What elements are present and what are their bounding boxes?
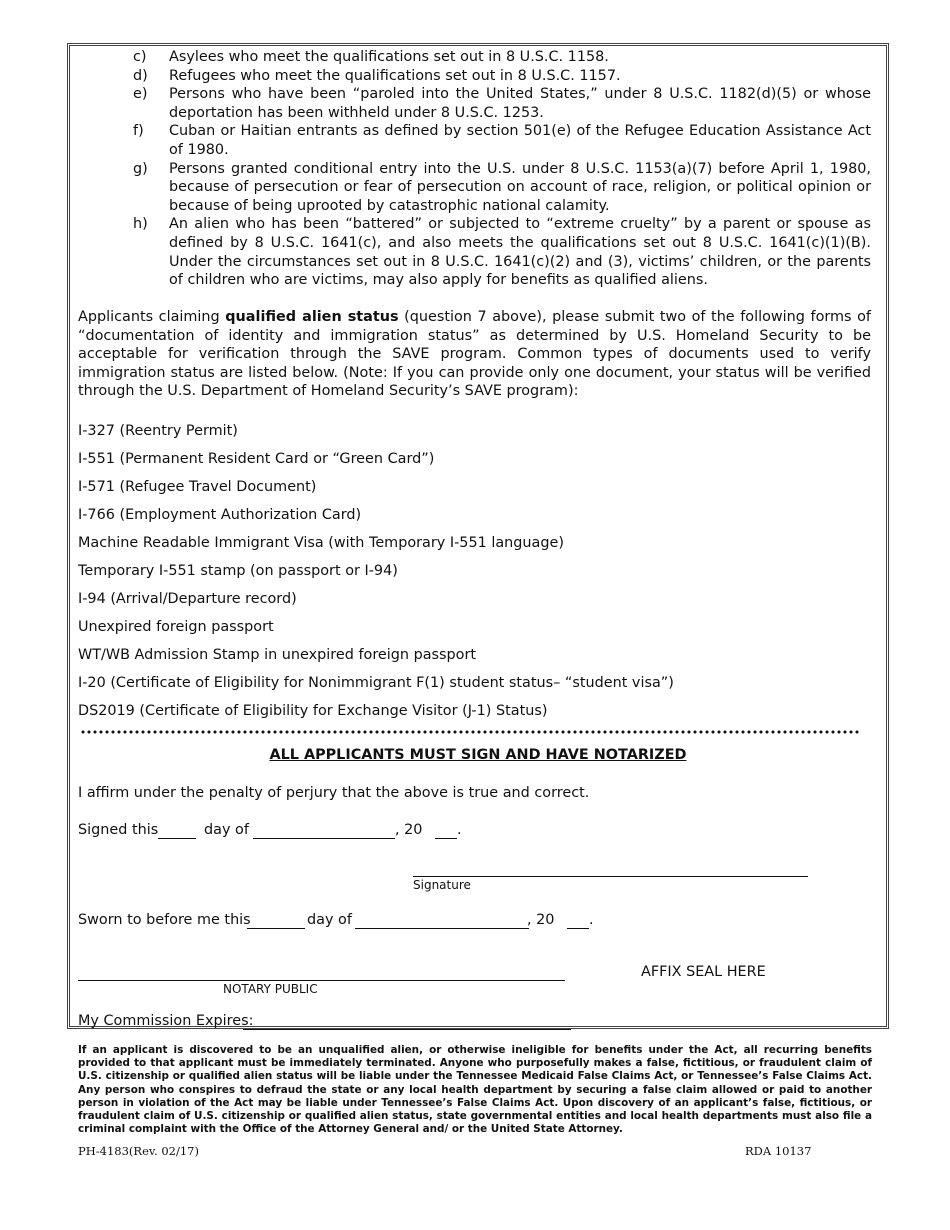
signed-period: . [457, 822, 462, 838]
list-item [133, 48, 871, 67]
list-item [133, 122, 871, 159]
sworn-period: . [589, 912, 594, 928]
notary-signature-field[interactable] [78, 980, 565, 981]
document-item: I-94 (Arrival/Departure record) [78, 591, 297, 607]
dotted-separator [80, 728, 860, 736]
sworn-year-field[interactable] [567, 928, 589, 929]
list-letter: d) [133, 67, 148, 84]
list-text: Cuban or Haitian entrants as defined by section 501(e) of the Refugee Education Assistance Act of 1980. [169, 123, 871, 158]
list-letter: g) [133, 160, 148, 177]
signed-month-field[interactable] [253, 838, 395, 839]
document-item: WT/WB Admission Stamp in unexpired foreign passport [78, 647, 477, 663]
document-item: Temporary I-551 stamp (on passport or I-94) [78, 563, 398, 579]
signed-label: Signed this [78, 822, 159, 838]
commission-expires-label: My Commission Expires: [78, 1013, 254, 1029]
list-item [133, 85, 871, 122]
signature-field[interactable] [413, 876, 808, 877]
list-letter: e) [133, 86, 148, 103]
list-letter: c) [133, 49, 147, 65]
document-item: I-571 (Refugee Travel Document) [78, 479, 317, 495]
sworn-year-prefix: , 20 [527, 912, 555, 928]
list-item [133, 160, 871, 216]
document-item: Unexpired foreign passport [78, 619, 274, 635]
signed-year-prefix: , 20 [395, 822, 423, 838]
document-list [78, 421, 868, 729]
qualified-alien-status-bold: qualified alien status [225, 309, 399, 325]
signed-year-field[interactable] [435, 838, 457, 839]
list-text: An alien who has been “battered” or subjected to “extreme cruelty” by a parent or spouse as defined by 8 U.S.C. 1641(c), and also meets the qualifications set out 8 U.S.C. 1641(c)(1)(B). Under the circumstances set out in 8 U.S.C. 1641(c)(2) and (3), victims’ children, or the parents of children who are victims, may also apply for benefits as qualified aliens. [169, 216, 871, 289]
list-item [133, 215, 871, 289]
list-text: Persons who have been “paroled into the United States,” under 8 U.S.C. 1182(d)(5) or whose deportation has been withheld under 8 U.S.C. 1253. [169, 86, 871, 121]
document-item: I-766 (Employment Authorization Card) [78, 507, 362, 523]
list-letter: h) [133, 216, 148, 233]
list-text: Persons granted conditional entry into the U.S. under 8 U.S.C. 1153(a)(7) before April 1, 1980, because of persecution or fear of persecution on account of race, religion, or political opinion or because of being uprooted by catastrophic national calamity. [169, 160, 871, 214]
document-item: I-327 (Reentry Permit) [78, 423, 238, 439]
signed-day-field[interactable] [158, 838, 196, 839]
sworn-day-field[interactable] [247, 928, 305, 929]
qualified-alien-list [133, 48, 871, 290]
document-item: Machine Readable Immigrant Visa (with Temporary I-551 language) [78, 535, 564, 551]
documentation-paragraph: Applicants claiming qualified alien status (question 7 above), please submit two of the following forms of “documentation of identity and immigration status” as determined by U.S. Homeland Security to be acceptable for verification through the SAVE program. Common types of documents used to verify immigration status are listed below. (Note: If you can provide only one document, your status will be verified through the U.S. Department of Homeland Security’s SAVE program): [78, 309, 871, 400]
affix-seal-label: AFFIX SEAL HERE [641, 964, 766, 980]
list-item [133, 67, 871, 86]
commission-expires-field[interactable] [243, 1029, 571, 1030]
notary-public-label: NOTARY PUBLIC [223, 982, 318, 996]
signature-label: Signature [413, 878, 471, 892]
document-item: I-551 (Permanent Resident Card or “Green Card”) [78, 451, 435, 467]
list-text: Refugees who meet the qualifications set out in 8 U.S.C. 1157. [169, 67, 621, 84]
sign-notarize-heading: ALL APPLICANTS MUST SIGN AND HAVE NOTARIZED [269, 747, 687, 763]
sworn-dayof-label: day of [307, 912, 352, 928]
document-item: DS2019 (Certificate of Eligibility for Exchange Visitor (J-1) Status) [78, 703, 548, 719]
rda-number: RDA 10137 [745, 1144, 812, 1158]
sworn-label: Sworn to before me this [78, 912, 251, 928]
sworn-month-field[interactable] [355, 928, 529, 929]
affirm-statement: I affirm under the penalty of perjury that the above is true and correct. [78, 785, 590, 801]
list-letter: f) [133, 123, 144, 140]
list-text: Asylees who meet the qualifications set out in 8 U.S.C. 1158. [169, 49, 609, 65]
false-claims-notice: If an applicant is discovered to be an unqualified alien, or otherwise ineligible for benefits under the Act, all recurring benefits provided to that applicant must be immediately terminated. Anyone who purposefully makes a false, fictitious, or fraudulent claim of U.S. citizenship or qualified alien status will be liable under the Tennessee Medicaid False Claims Act, or Tennessee’s False Claims Act. Any person who conspires to defraud the state or any local health department by securing a false claim allowed or paid to another person in violation of the Act may be liable under Tennessee’s False Claims Act. Upon discovery of an applicant’s false, fictitious, or fraudulent claim of U.S. citizenship or qualified alien status, state governmental entities and local health departments must also file a criminal complaint with the Office of the Attorney General and/ or the United State Attorney. [78, 1044, 872, 1136]
signed-dayof-label: day of [204, 822, 249, 838]
form-number: PH-4183(Rev. 02/17) [78, 1144, 199, 1158]
document-item: I-20 (Certificate of Eligibility for Nonimmigrant F(1) student status– “student visa”) [78, 675, 674, 691]
